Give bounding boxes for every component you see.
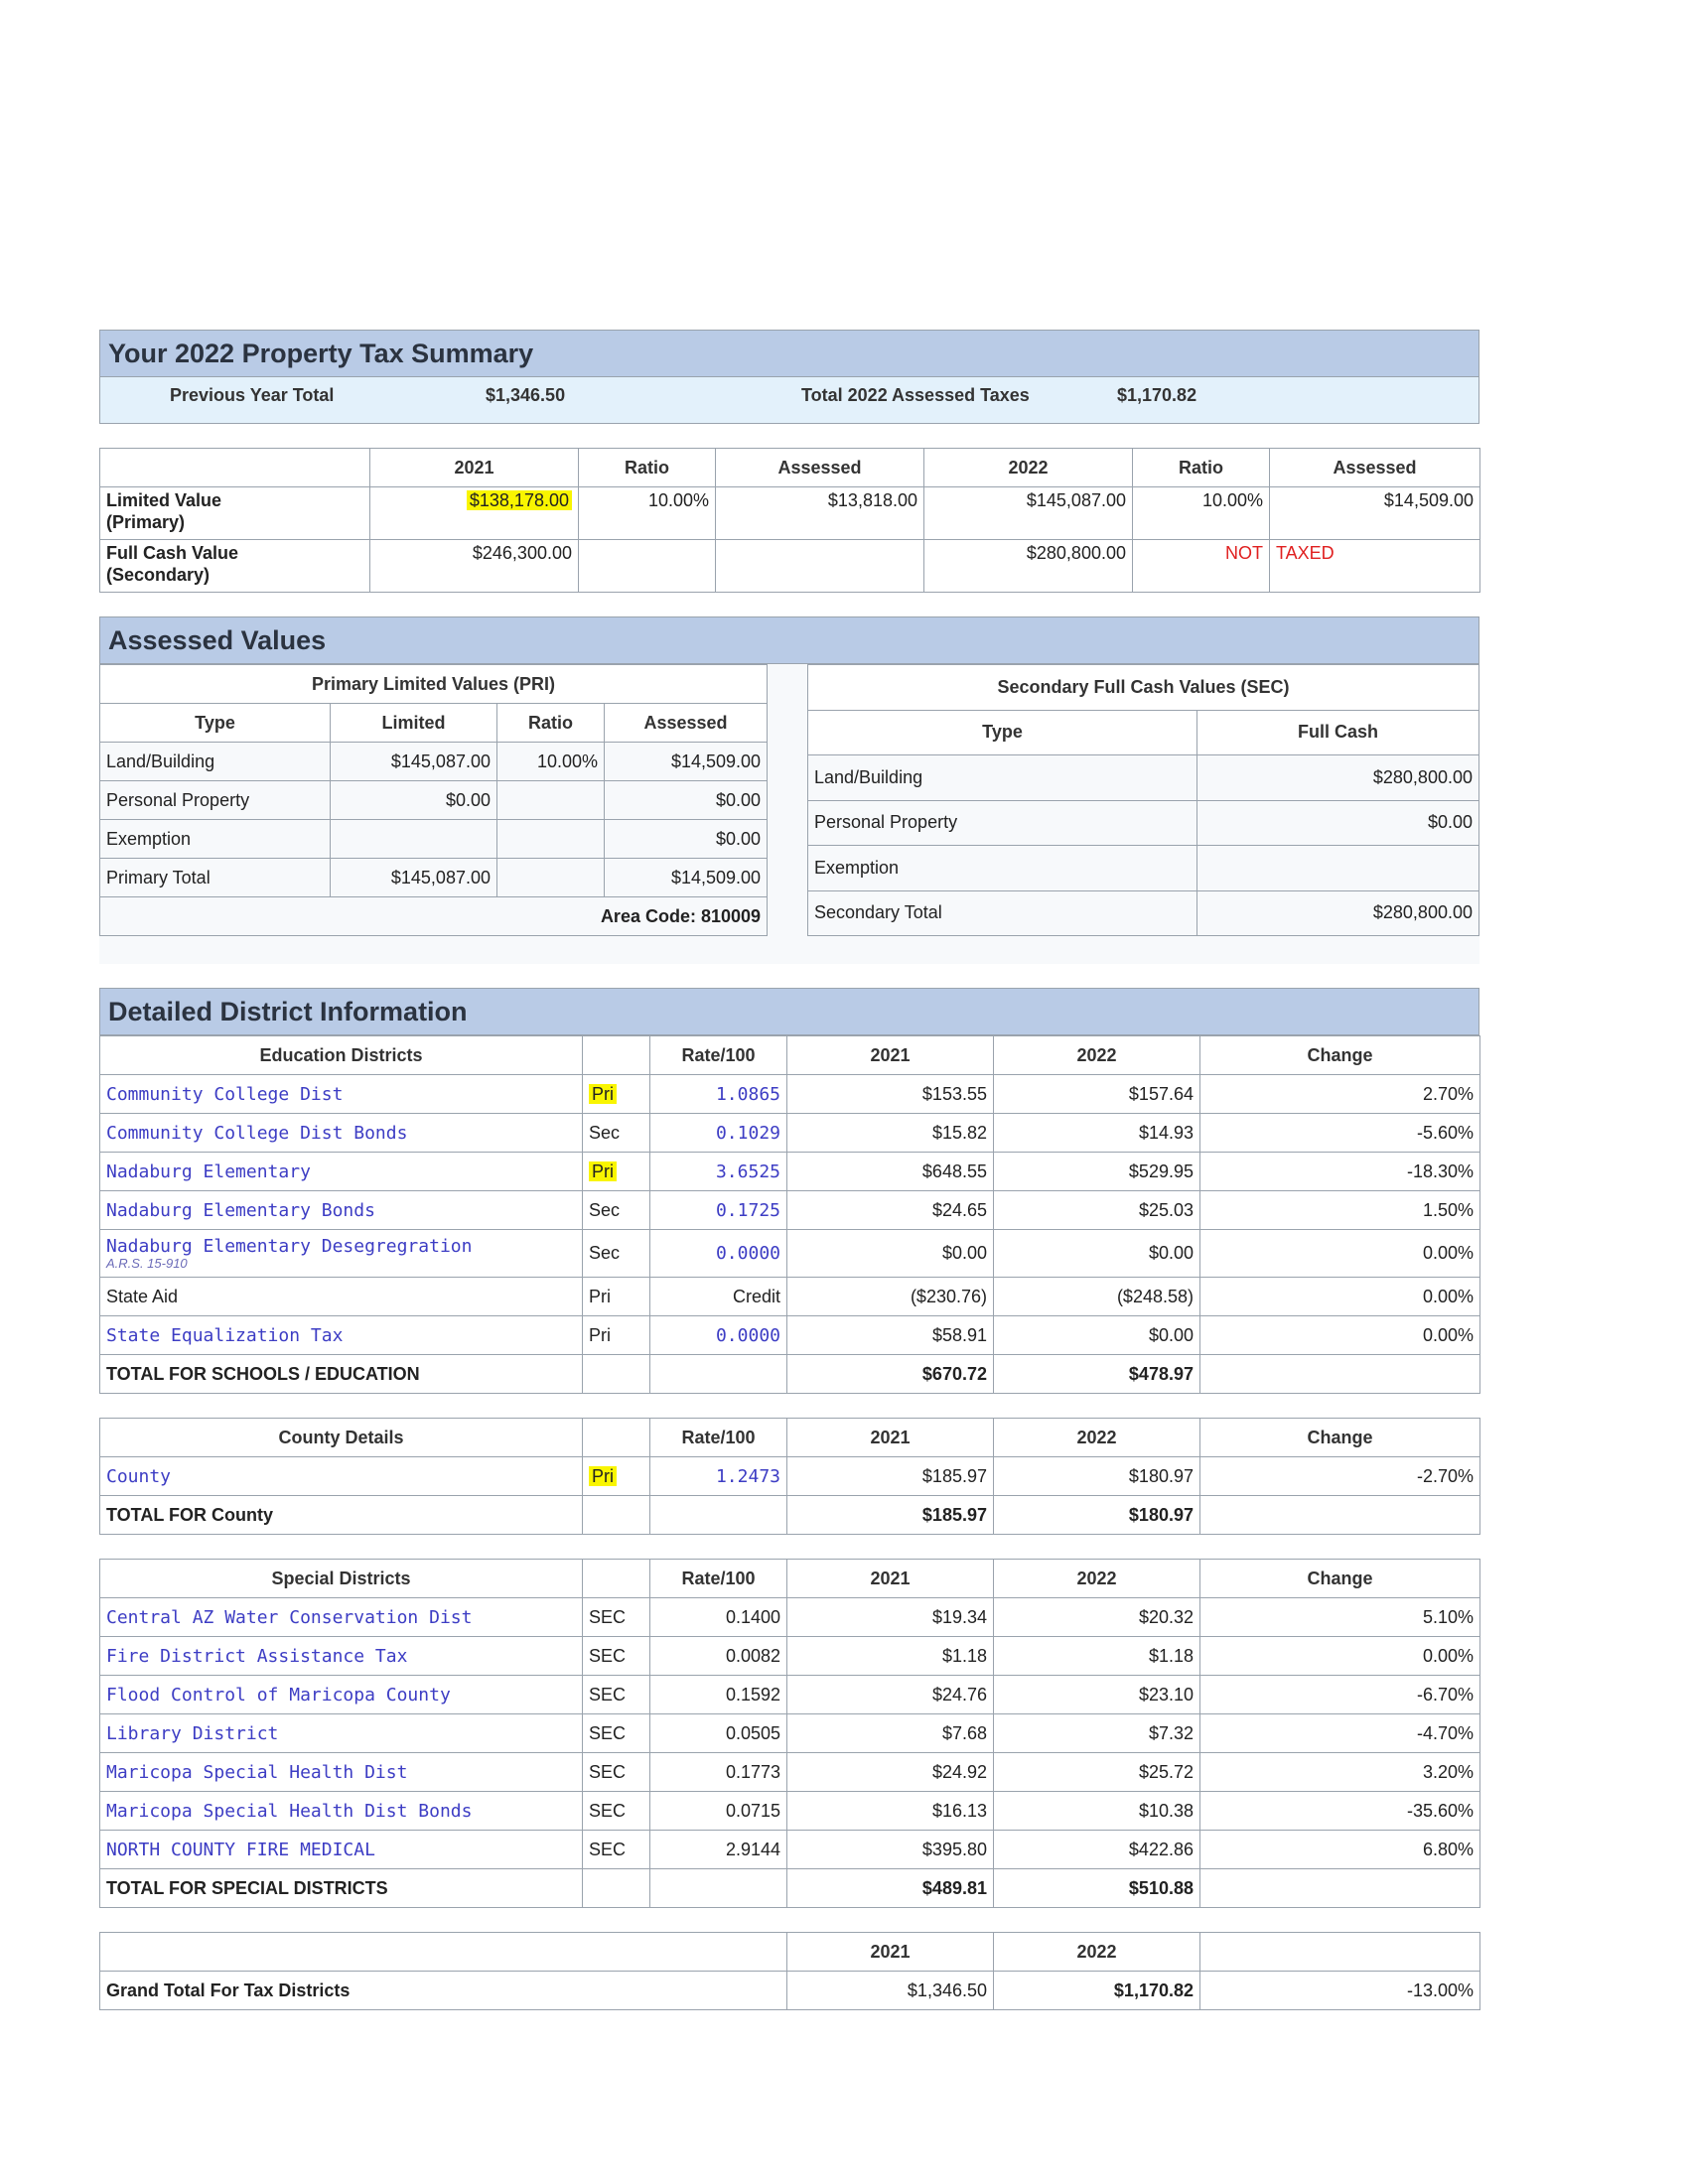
primary-assessed: $14,509.00 xyxy=(605,743,768,781)
district-row xyxy=(100,1316,1480,1355)
district-2022: $180.97 xyxy=(994,1457,1200,1496)
grand-total-label: Grand Total For Tax Districts xyxy=(100,1972,787,2010)
district-row xyxy=(100,1753,1480,1792)
grand-total-table xyxy=(99,1932,1480,2010)
district-type: SEC xyxy=(589,1722,627,1743)
total-label: TOTAL FOR SCHOOLS / EDUCATION xyxy=(100,1355,583,1394)
district-type-cell xyxy=(583,1114,650,1153)
county-header-cell: 2021 xyxy=(787,1419,994,1457)
valuation-header-ratio-2021: Ratio xyxy=(579,449,716,487)
district-name-cell xyxy=(100,1278,583,1316)
valuation-header-ratio-2022: Ratio xyxy=(1133,449,1270,487)
total-blank xyxy=(650,1869,787,1908)
valuation-header-2022: 2022 xyxy=(924,449,1133,487)
district-type: SEC xyxy=(589,1761,627,1782)
primary-header-limited: Limited xyxy=(331,704,497,743)
district-type-cell xyxy=(583,1637,650,1676)
district-2021: $185.97 xyxy=(787,1457,994,1496)
district-link[interactable]: Central AZ Water Conservation Dist xyxy=(106,1606,473,1628)
total-blank xyxy=(650,1355,787,1394)
primary-limited: $145,087.00 xyxy=(331,743,497,781)
secondary-header-type: Type xyxy=(808,710,1197,755)
district-type-cell xyxy=(583,1278,650,1316)
label-line-1: Full Cash Value xyxy=(106,543,239,563)
district-row xyxy=(100,1637,1480,1676)
district-type-cell xyxy=(583,1676,650,1714)
district-name-cell xyxy=(100,1753,583,1792)
secondary-type: Secondary Total xyxy=(808,890,1197,936)
assessed-values-title: Assessed Values xyxy=(99,616,1479,664)
primary-row xyxy=(100,781,768,820)
full-cash-value-row xyxy=(100,540,1480,593)
district-link[interactable]: County xyxy=(106,1465,172,1487)
district-2022: $20.32 xyxy=(994,1598,1200,1637)
total-label: TOTAL FOR County xyxy=(100,1496,583,1535)
primary-header-ratio: Ratio xyxy=(497,704,605,743)
limited-value-label xyxy=(100,487,370,540)
district-type-cell xyxy=(583,1598,650,1637)
district-rate: 0.0082 xyxy=(650,1637,787,1676)
district-link[interactable]: Flood Control of Maricopa County xyxy=(106,1684,451,1706)
district-type: SEC xyxy=(589,1800,627,1821)
district-change: 2.70% xyxy=(1200,1075,1480,1114)
district-2021: $24.92 xyxy=(787,1753,994,1792)
district-name-cell xyxy=(100,1075,583,1114)
education-header-row xyxy=(100,1036,1480,1075)
district-name-cell xyxy=(100,1457,583,1496)
district-change: 0.00% xyxy=(1200,1637,1480,1676)
primary-ratio xyxy=(497,781,605,820)
total-2022: $180.97 xyxy=(994,1496,1200,1535)
district-row xyxy=(100,1278,1480,1316)
district-link[interactable]: Nadaburg Elementary Bonds xyxy=(106,1199,375,1221)
district-2021: $1.18 xyxy=(787,1637,994,1676)
primary-type: Land/Building xyxy=(100,743,331,781)
district-rate: 0.1592 xyxy=(650,1676,787,1714)
district-2021: $58.91 xyxy=(787,1316,994,1355)
valuation-header-blank xyxy=(100,449,370,487)
special-header-cell: Special Districts xyxy=(100,1560,583,1598)
district-type-cell xyxy=(583,1075,650,1114)
district-link[interactable]: Maricopa Special Health Dist xyxy=(106,1761,408,1783)
county-header-cell xyxy=(583,1419,650,1457)
district-rate: 0.0000 xyxy=(650,1230,787,1278)
special-header-row xyxy=(100,1560,1480,1598)
district-change: -18.30% xyxy=(1200,1153,1480,1191)
district-row xyxy=(100,1153,1480,1191)
grand-header-row xyxy=(100,1933,1480,1972)
secondary-header-full-cash: Full Cash xyxy=(1197,710,1479,755)
district-name-cell xyxy=(100,1114,583,1153)
district-rate: 0.1725 xyxy=(650,1191,787,1230)
district-rate: 0.0505 xyxy=(650,1714,787,1753)
full-cash-assessed-2021 xyxy=(716,540,924,593)
district-row xyxy=(100,1230,1480,1278)
primary-total-row xyxy=(100,859,768,897)
district-name-cell xyxy=(100,1598,583,1637)
district-2022: $10.38 xyxy=(994,1792,1200,1831)
total-blank xyxy=(583,1355,650,1394)
total-2021: $489.81 xyxy=(787,1869,994,1908)
district-2021: $24.76 xyxy=(787,1676,994,1714)
secondary-row xyxy=(808,846,1479,891)
district-2021: $15.82 xyxy=(787,1114,994,1153)
previous-year-label: Previous Year Total xyxy=(170,385,335,405)
district-2022: $25.03 xyxy=(994,1191,1200,1230)
district-type-cell xyxy=(583,1714,650,1753)
district-link[interactable]: State Equalization Tax xyxy=(106,1324,344,1346)
county-header-cell: 2022 xyxy=(994,1419,1200,1457)
district-name-cell xyxy=(100,1316,583,1355)
district-type-cell xyxy=(583,1191,650,1230)
limited-value-2021: $138,178.00 xyxy=(467,490,572,510)
primary-row xyxy=(100,820,768,859)
district-2021: $0.00 xyxy=(787,1230,994,1278)
district-type-cell xyxy=(583,1831,650,1869)
total-2022: $478.97 xyxy=(994,1355,1200,1394)
label-line-2: (Primary) xyxy=(106,512,186,532)
special-header-cell: 2022 xyxy=(994,1560,1200,1598)
district-type: SEC xyxy=(589,1606,627,1627)
district-type: SEC xyxy=(589,1684,627,1705)
total-blank xyxy=(583,1496,650,1535)
primary-assessed: $0.00 xyxy=(605,781,768,820)
district-2022: $1.18 xyxy=(994,1637,1200,1676)
county-details-table xyxy=(99,1418,1480,1535)
district-change: -4.70% xyxy=(1200,1714,1480,1753)
district-type: Pri xyxy=(589,1466,617,1486)
primary-ratio: 10.00% xyxy=(497,743,605,781)
not-label: NOT xyxy=(1133,540,1270,593)
secondary-row xyxy=(808,800,1479,846)
limited-ratio-2021: 10.00% xyxy=(579,487,716,540)
district-type: Pri xyxy=(589,1286,611,1306)
district-row xyxy=(100,1114,1480,1153)
district-rate: 3.6525 xyxy=(650,1153,787,1191)
district-2022: $529.95 xyxy=(994,1153,1200,1191)
secondary-full-cash: $0.00 xyxy=(1197,800,1479,846)
district-change: -2.70% xyxy=(1200,1457,1480,1496)
district-name-cell xyxy=(100,1637,583,1676)
district-link[interactable]: NORTH COUNTY FIRE MEDICAL xyxy=(106,1839,375,1860)
primary-values-title: Primary Limited Values (PRI) xyxy=(100,665,768,704)
district-info-title: Detailed District Information xyxy=(99,988,1479,1035)
district-row xyxy=(100,1676,1480,1714)
primary-header-row xyxy=(100,704,768,743)
primary-ratio xyxy=(497,859,605,897)
district-2022: $14.93 xyxy=(994,1114,1200,1153)
education-total-row xyxy=(100,1355,1480,1394)
limited-value-2022: $145,087.00 xyxy=(924,487,1133,540)
district-link[interactable]: Nadaburg Elementary Desegregration xyxy=(106,1236,473,1257)
education-header-cell xyxy=(583,1036,650,1075)
total-blank xyxy=(1200,1355,1480,1394)
primary-type: Exemption xyxy=(100,820,331,859)
taxed-label: TAXED xyxy=(1270,540,1480,593)
full-cash-label xyxy=(100,540,370,593)
summary-subheader xyxy=(99,377,1479,424)
special-header-cell: 2021 xyxy=(787,1560,994,1598)
full-cash-ratio-2021 xyxy=(579,540,716,593)
total-2022: $510.88 xyxy=(994,1869,1200,1908)
district-link[interactable]: Library District xyxy=(106,1722,279,1744)
district-type: Pri xyxy=(589,1161,617,1181)
education-header-cell: Change xyxy=(1200,1036,1480,1075)
secondary-full-cash: $280,800.00 xyxy=(1197,890,1479,936)
primary-header-type: Type xyxy=(100,704,331,743)
district-2022: $25.72 xyxy=(994,1753,1200,1792)
district-row xyxy=(100,1598,1480,1637)
district-2022: $7.32 xyxy=(994,1714,1200,1753)
district-2022: $0.00 xyxy=(994,1230,1200,1278)
district-link[interactable]: Fire District Assistance Tax xyxy=(106,1645,408,1667)
district-link[interactable]: Nadaburg Elementary xyxy=(106,1160,311,1182)
total-2021: $185.97 xyxy=(787,1496,994,1535)
education-header-cell: Education Districts xyxy=(100,1036,583,1075)
district-row xyxy=(100,1792,1480,1831)
special-header-cell: Change xyxy=(1200,1560,1480,1598)
limited-value-row xyxy=(100,487,1480,540)
district-name-cell xyxy=(100,1230,583,1278)
district-rate: 1.2473 xyxy=(650,1457,787,1496)
district-name-cell xyxy=(100,1191,583,1230)
education-header-cell: Rate/100 xyxy=(650,1036,787,1075)
district-type-cell xyxy=(583,1457,650,1496)
district-change: 3.20% xyxy=(1200,1753,1480,1792)
total-blank xyxy=(583,1869,650,1908)
district-rate: 0.0000 xyxy=(650,1316,787,1355)
special-header-cell: Rate/100 xyxy=(650,1560,787,1598)
area-code: Area Code: 810009 xyxy=(100,897,768,936)
district-name-cell xyxy=(100,1676,583,1714)
district-type-cell xyxy=(583,1230,650,1278)
district-link[interactable]: Maricopa Special Health Dist Bonds xyxy=(106,1800,473,1822)
total-blank xyxy=(1200,1496,1480,1535)
county-total-row xyxy=(100,1496,1480,1535)
limited-assessed-2021: $13,818.00 xyxy=(716,487,924,540)
district-link[interactable]: Community College Dist Bonds xyxy=(106,1122,408,1144)
district-change: 6.80% xyxy=(1200,1831,1480,1869)
county-header-cell: Change xyxy=(1200,1419,1480,1457)
secondary-type: Exemption xyxy=(808,846,1197,891)
education-header-cell: 2021 xyxy=(787,1036,994,1075)
total-blank xyxy=(650,1496,787,1535)
grand-total-2022: $1,170.82 xyxy=(994,1972,1200,2010)
district-type: Sec xyxy=(589,1122,621,1143)
full-cash-2021: $246,300.00 xyxy=(370,540,579,593)
valuation-header-assessed-2022: Assessed xyxy=(1270,449,1480,487)
district-rate: 1.0865 xyxy=(650,1075,787,1114)
primary-header-assessed: Assessed xyxy=(605,704,768,743)
special-header-cell xyxy=(583,1560,650,1598)
district-type: Sec xyxy=(589,1243,621,1263)
district-type: Sec xyxy=(589,1199,621,1220)
primary-ratio xyxy=(497,820,605,859)
secondary-values-table xyxy=(807,664,1479,936)
secondary-type: Land/Building xyxy=(808,755,1197,801)
primary-type: Personal Property xyxy=(100,781,331,820)
district-rate: 0.1029 xyxy=(650,1114,787,1153)
district-2021: $16.13 xyxy=(787,1792,994,1831)
district-rate: 0.0715 xyxy=(650,1792,787,1831)
district-name-cell xyxy=(100,1714,583,1753)
label-line-2: (Secondary) xyxy=(106,565,211,585)
secondary-row xyxy=(808,755,1479,801)
statute-note: A.R.S. 15-910 xyxy=(106,1256,188,1271)
district-2021: $153.55 xyxy=(787,1075,994,1114)
district-2021: $395.80 xyxy=(787,1831,994,1869)
district-change: 0.00% xyxy=(1200,1316,1480,1355)
total-assessed-label: Total 2022 Assessed Taxes xyxy=(801,385,1030,405)
primary-limited: $0.00 xyxy=(331,781,497,820)
grand-total-2021: $1,346.50 xyxy=(787,1972,994,2010)
county-header-cell: County Details xyxy=(100,1419,583,1457)
district-type-cell xyxy=(583,1316,650,1355)
special-total-row xyxy=(100,1869,1480,1908)
tax-summary-document xyxy=(99,330,1479,2010)
district-2022: $157.64 xyxy=(994,1075,1200,1114)
district-rate: 2.9144 xyxy=(650,1831,787,1869)
primary-limited xyxy=(331,820,497,859)
valuation-header-assessed-2021: Assessed xyxy=(716,449,924,487)
district-change: 0.00% xyxy=(1200,1278,1480,1316)
district-type-cell xyxy=(583,1792,650,1831)
district-row xyxy=(100,1075,1480,1114)
summary-title: Your 2022 Property Tax Summary xyxy=(99,330,1479,377)
district-2021: $24.65 xyxy=(787,1191,994,1230)
grand-total-change: -13.00% xyxy=(1200,1972,1480,2010)
secondary-full-cash xyxy=(1197,846,1479,891)
district-2021: $7.68 xyxy=(787,1714,994,1753)
valuation-table xyxy=(99,448,1480,593)
district-row xyxy=(100,1831,1480,1869)
primary-type: Primary Total xyxy=(100,859,331,897)
district-link[interactable]: Community College Dist xyxy=(106,1083,344,1105)
primary-limited: $145,087.00 xyxy=(331,859,497,897)
limited-assessed-2022: $14,509.00 xyxy=(1270,487,1480,540)
secondary-total-row xyxy=(808,890,1479,936)
special-districts-table xyxy=(99,1559,1480,1908)
district-row xyxy=(100,1457,1480,1496)
secondary-header-row xyxy=(808,710,1479,755)
total-blank xyxy=(1200,1869,1480,1908)
secondary-type: Personal Property xyxy=(808,800,1197,846)
district-name-cell xyxy=(100,1153,583,1191)
district-type: SEC xyxy=(589,1645,627,1666)
valuation-header-2021: 2021 xyxy=(370,449,579,487)
district-name: State Aid xyxy=(106,1286,179,1306)
primary-values-table xyxy=(99,664,768,936)
district-type: Pri xyxy=(589,1084,617,1104)
district-2022: $422.86 xyxy=(994,1831,1200,1869)
district-name-cell xyxy=(100,1792,583,1831)
previous-year-value: $1,346.50 xyxy=(486,385,566,405)
secondary-values-title: Secondary Full Cash Values (SEC) xyxy=(808,665,1479,711)
grand-total-row xyxy=(100,1972,1480,2010)
district-change: 0.00% xyxy=(1200,1230,1480,1278)
total-2021: $670.72 xyxy=(787,1355,994,1394)
education-districts-table xyxy=(99,1035,1480,1394)
district-row xyxy=(100,1714,1480,1753)
total-label: TOTAL FOR SPECIAL DISTRICTS xyxy=(100,1869,583,1908)
full-cash-2022: $280,800.00 xyxy=(924,540,1133,593)
label-line-1: Limited Value xyxy=(106,490,222,510)
grand-header-blank xyxy=(100,1933,787,1972)
secondary-full-cash: $280,800.00 xyxy=(1197,755,1479,801)
district-type: Pri xyxy=(589,1324,611,1345)
district-type-cell xyxy=(583,1753,650,1792)
district-name-cell xyxy=(100,1831,583,1869)
district-rate: 0.1773 xyxy=(650,1753,787,1792)
district-2021: ($230.76) xyxy=(787,1278,994,1316)
primary-row xyxy=(100,743,768,781)
district-2021: $648.55 xyxy=(787,1153,994,1191)
grand-header-2021: 2021 xyxy=(787,1933,994,1972)
primary-assessed: $14,509.00 xyxy=(605,859,768,897)
grand-header-change xyxy=(1200,1933,1480,1972)
district-rate: Credit xyxy=(650,1278,787,1316)
district-type: SEC xyxy=(589,1839,627,1859)
district-row xyxy=(100,1191,1480,1230)
district-change: -35.60% xyxy=(1200,1792,1480,1831)
district-rate: 0.1400 xyxy=(650,1598,787,1637)
district-2022: $0.00 xyxy=(994,1316,1200,1355)
limited-ratio-2022: 10.00% xyxy=(1133,487,1270,540)
education-header-cell: 2022 xyxy=(994,1036,1200,1075)
district-change: -6.70% xyxy=(1200,1676,1480,1714)
district-type-cell xyxy=(583,1153,650,1191)
county-header-cell: Rate/100 xyxy=(650,1419,787,1457)
total-assessed-value: $1,170.82 xyxy=(1117,385,1197,405)
district-change: -5.60% xyxy=(1200,1114,1480,1153)
primary-assessed: $0.00 xyxy=(605,820,768,859)
county-header-row xyxy=(100,1419,1480,1457)
valuation-header-row xyxy=(100,449,1480,487)
district-change: 1.50% xyxy=(1200,1191,1480,1230)
district-change: 5.10% xyxy=(1200,1598,1480,1637)
district-2022: ($248.58) xyxy=(994,1278,1200,1316)
district-2022: $23.10 xyxy=(994,1676,1200,1714)
assessed-values-panel xyxy=(99,664,1479,964)
district-2021: $19.34 xyxy=(787,1598,994,1637)
grand-header-2022: 2022 xyxy=(994,1933,1200,1972)
